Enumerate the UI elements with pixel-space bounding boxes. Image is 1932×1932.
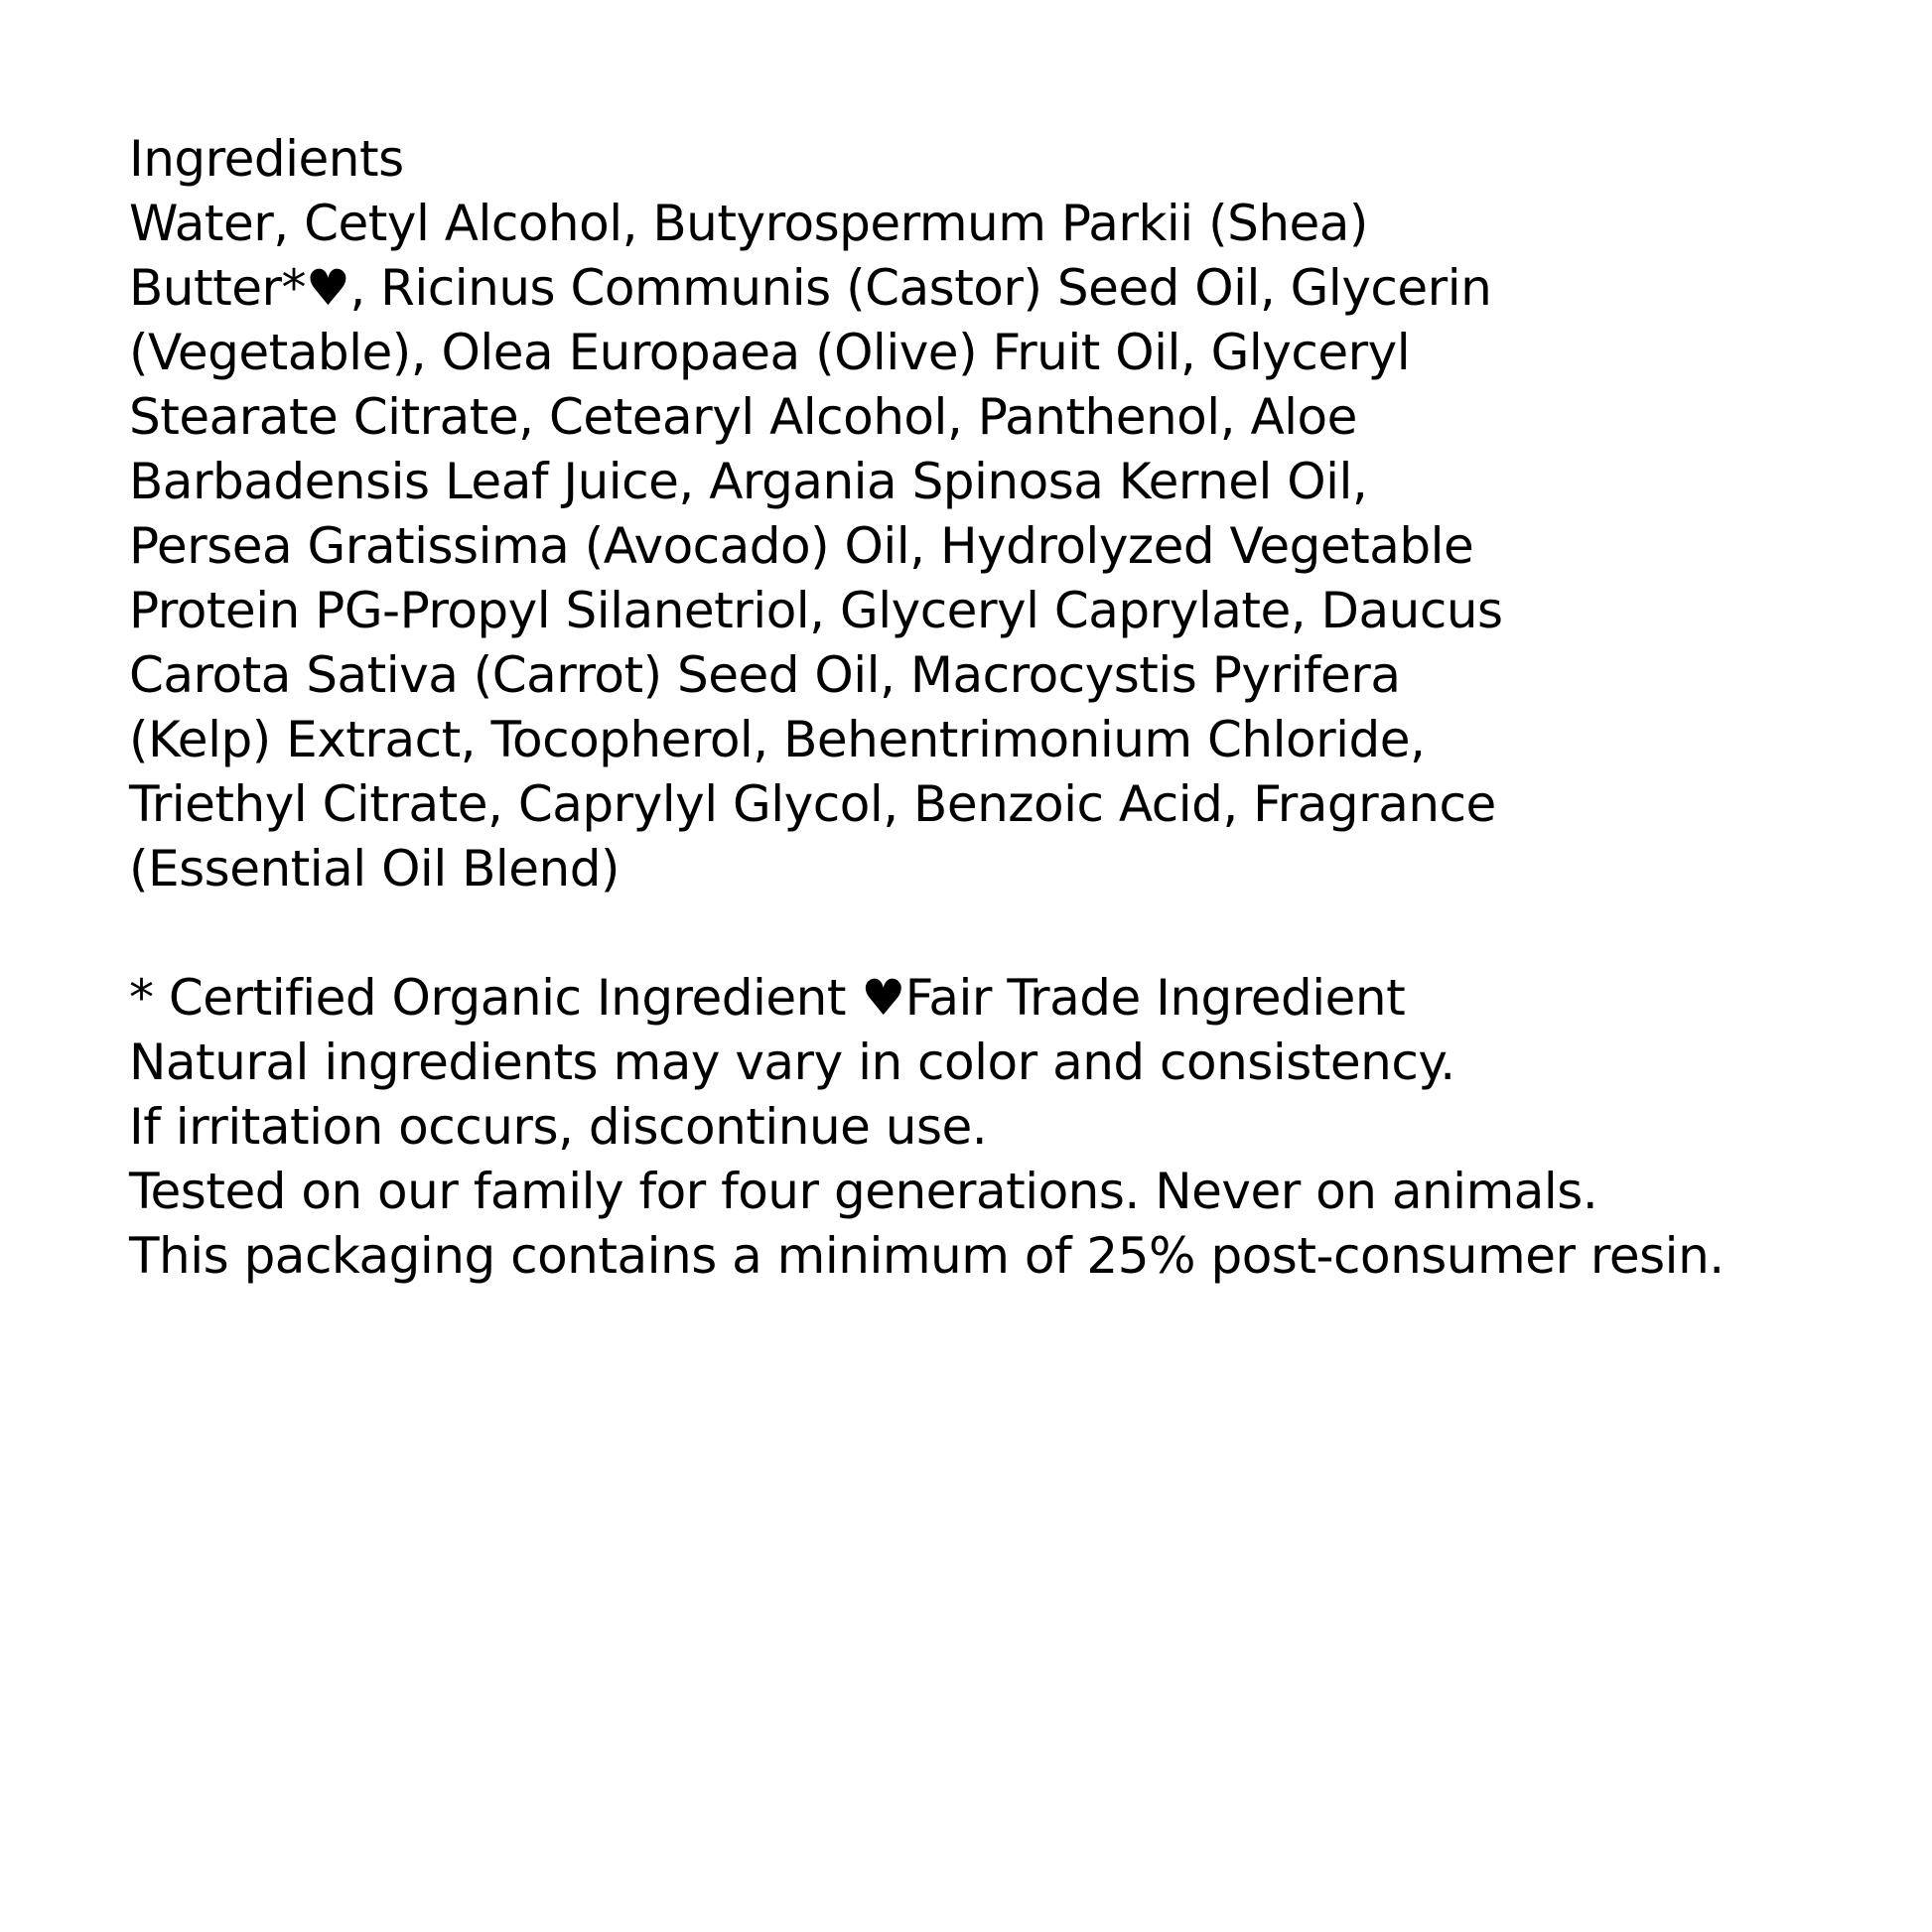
- ingredients-list: [129, 192, 1876, 901]
- note-line: This packaging contains a minimum of 25% post-consumer resin.: [129, 1227, 1725, 1285]
- ingredient-line: Water, Cetyl Alcohol, Butyrospermum Parkii (Shea): [129, 195, 1368, 252]
- ingredient-line: Protein PG-Propyl Silanetriol, Glyceryl Caprylate, Daucus: [129, 582, 1503, 639]
- note-line: Tested on our family for four generations. Never on animals.: [129, 1163, 1598, 1220]
- ingredients-label: [129, 127, 1876, 1289]
- ingredients-heading: Ingredients: [129, 130, 404, 188]
- note-line: Natural ingredients may vary in color and consistency.: [129, 1034, 1455, 1091]
- ingredient-line: Persea Gratissima (Avocado) Oil, Hydrolyzed Vegetable: [129, 517, 1474, 575]
- ingredient-line: (Vegetable), Olea Europaea (Olive) Fruit Oil, Glyceryl: [129, 324, 1411, 381]
- ingredient-line: Stearate Citrate, Cetearyl Alcohol, Panthenol, Aloe: [129, 388, 1357, 446]
- ingredient-line: Carota Sativa (Carrot) Seed Oil, Macrocystis Pyrifera: [129, 646, 1401, 704]
- ingredient-line: (Essential Oil Blend): [129, 840, 620, 897]
- label-notes: [129, 1031, 1876, 1289]
- ingredient-line: Barbadensis Leaf Juice, Argania Spinosa Kernel Oil,: [129, 453, 1368, 510]
- section-spacer: [129, 901, 1876, 966]
- ingredient-legend: * Certified Organic Ingredient ♥Fair Trade Ingredient: [129, 969, 1406, 1027]
- ingredient-line: Triethyl Citrate, Caprylyl Glycol, Benzoic Acid, Fragrance: [129, 775, 1496, 833]
- note-line: If irritation occurs, discontinue use.: [129, 1098, 988, 1156]
- ingredient-line: Butter*♥, Ricinus Communis (Castor) Seed Oil, Glycerin: [129, 259, 1492, 317]
- ingredient-line: (Kelp) Extract, Tocopherol, Behentrimonium Chloride,: [129, 711, 1426, 768]
